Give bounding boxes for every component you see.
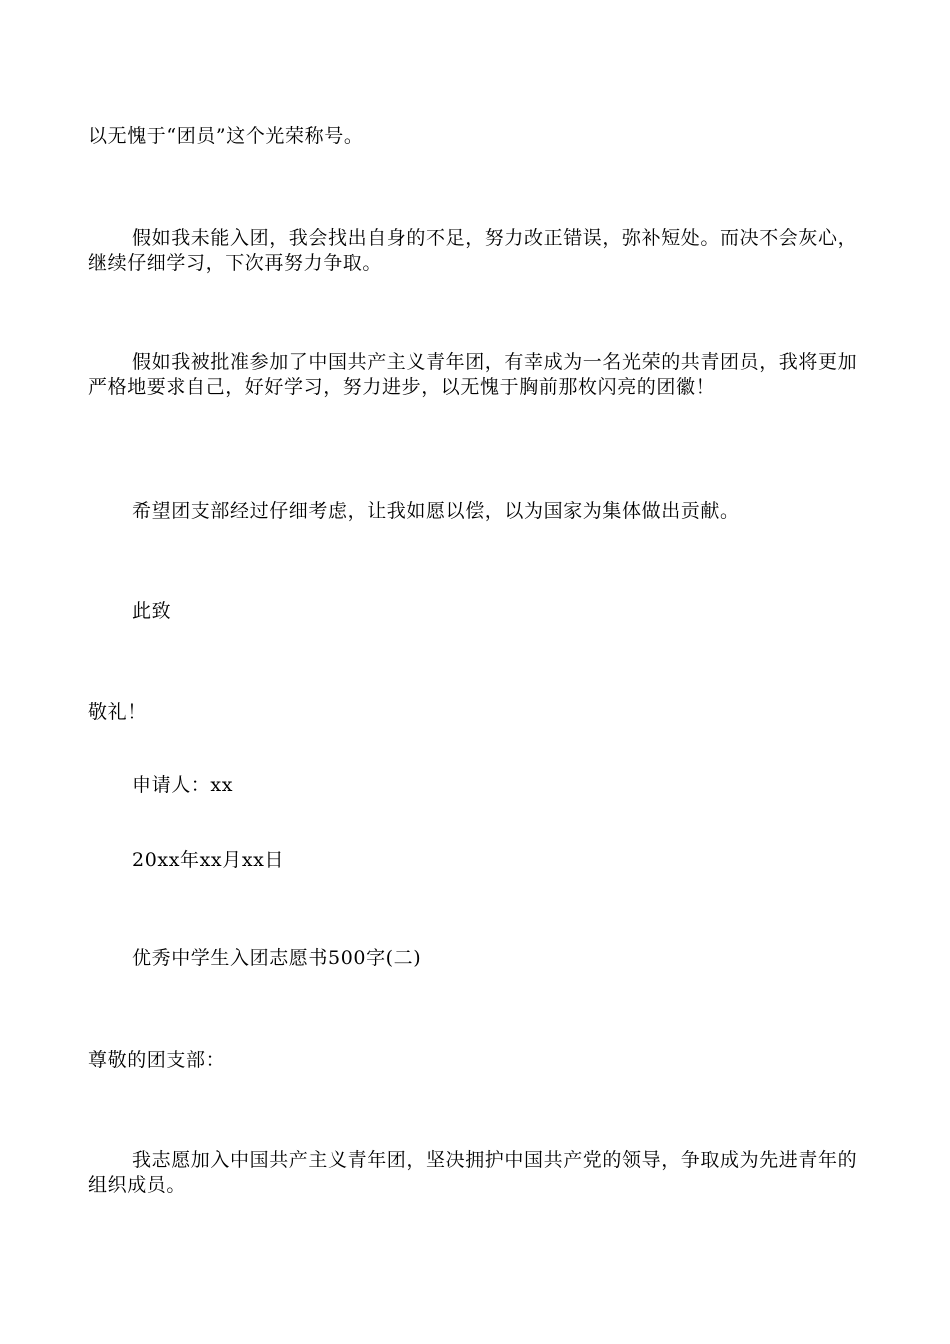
closing-salutation: 此致 <box>132 600 172 622</box>
date-line: 20xx年xx月xx日 <box>132 849 285 871</box>
section-title: 优秀中学生入团志愿书500字(二) <box>132 947 422 969</box>
paragraph-if-not-admitted: 假如我未能入团，我会找出自身的不足，努力改正错误，弥补短处。而决不会灰心，继续仔细学习，下次再努力争取。 <box>88 227 858 274</box>
paragraph-wish-to-join: 我志愿加入中国共产主义青年团，坚决拥护中国共产党的领导，争取成为先进青年的组织成员。 <box>88 1149 858 1196</box>
paragraph-continuation: 以无愧于“团员”这个光荣称号。 <box>88 125 364 147</box>
paragraph-if-admitted: 假如我被批准参加了中国共产主义青年团，有幸成为一名光荣的共青团员，我将更加严格地要求自己，好好学习，努力进步，以无愧于胸前那枚闪亮的团徽！ <box>88 351 858 398</box>
greeting-line: 尊敬的团支部： <box>88 1049 226 1071</box>
applicant-line: 申请人：xx <box>132 774 234 796</box>
closing-regards: 敬礼！ <box>88 701 147 723</box>
paragraph-hope: 希望团支部经过仔细考虑，让我如愿以偿，以为国家为集体做出贡献。 <box>132 500 740 522</box>
